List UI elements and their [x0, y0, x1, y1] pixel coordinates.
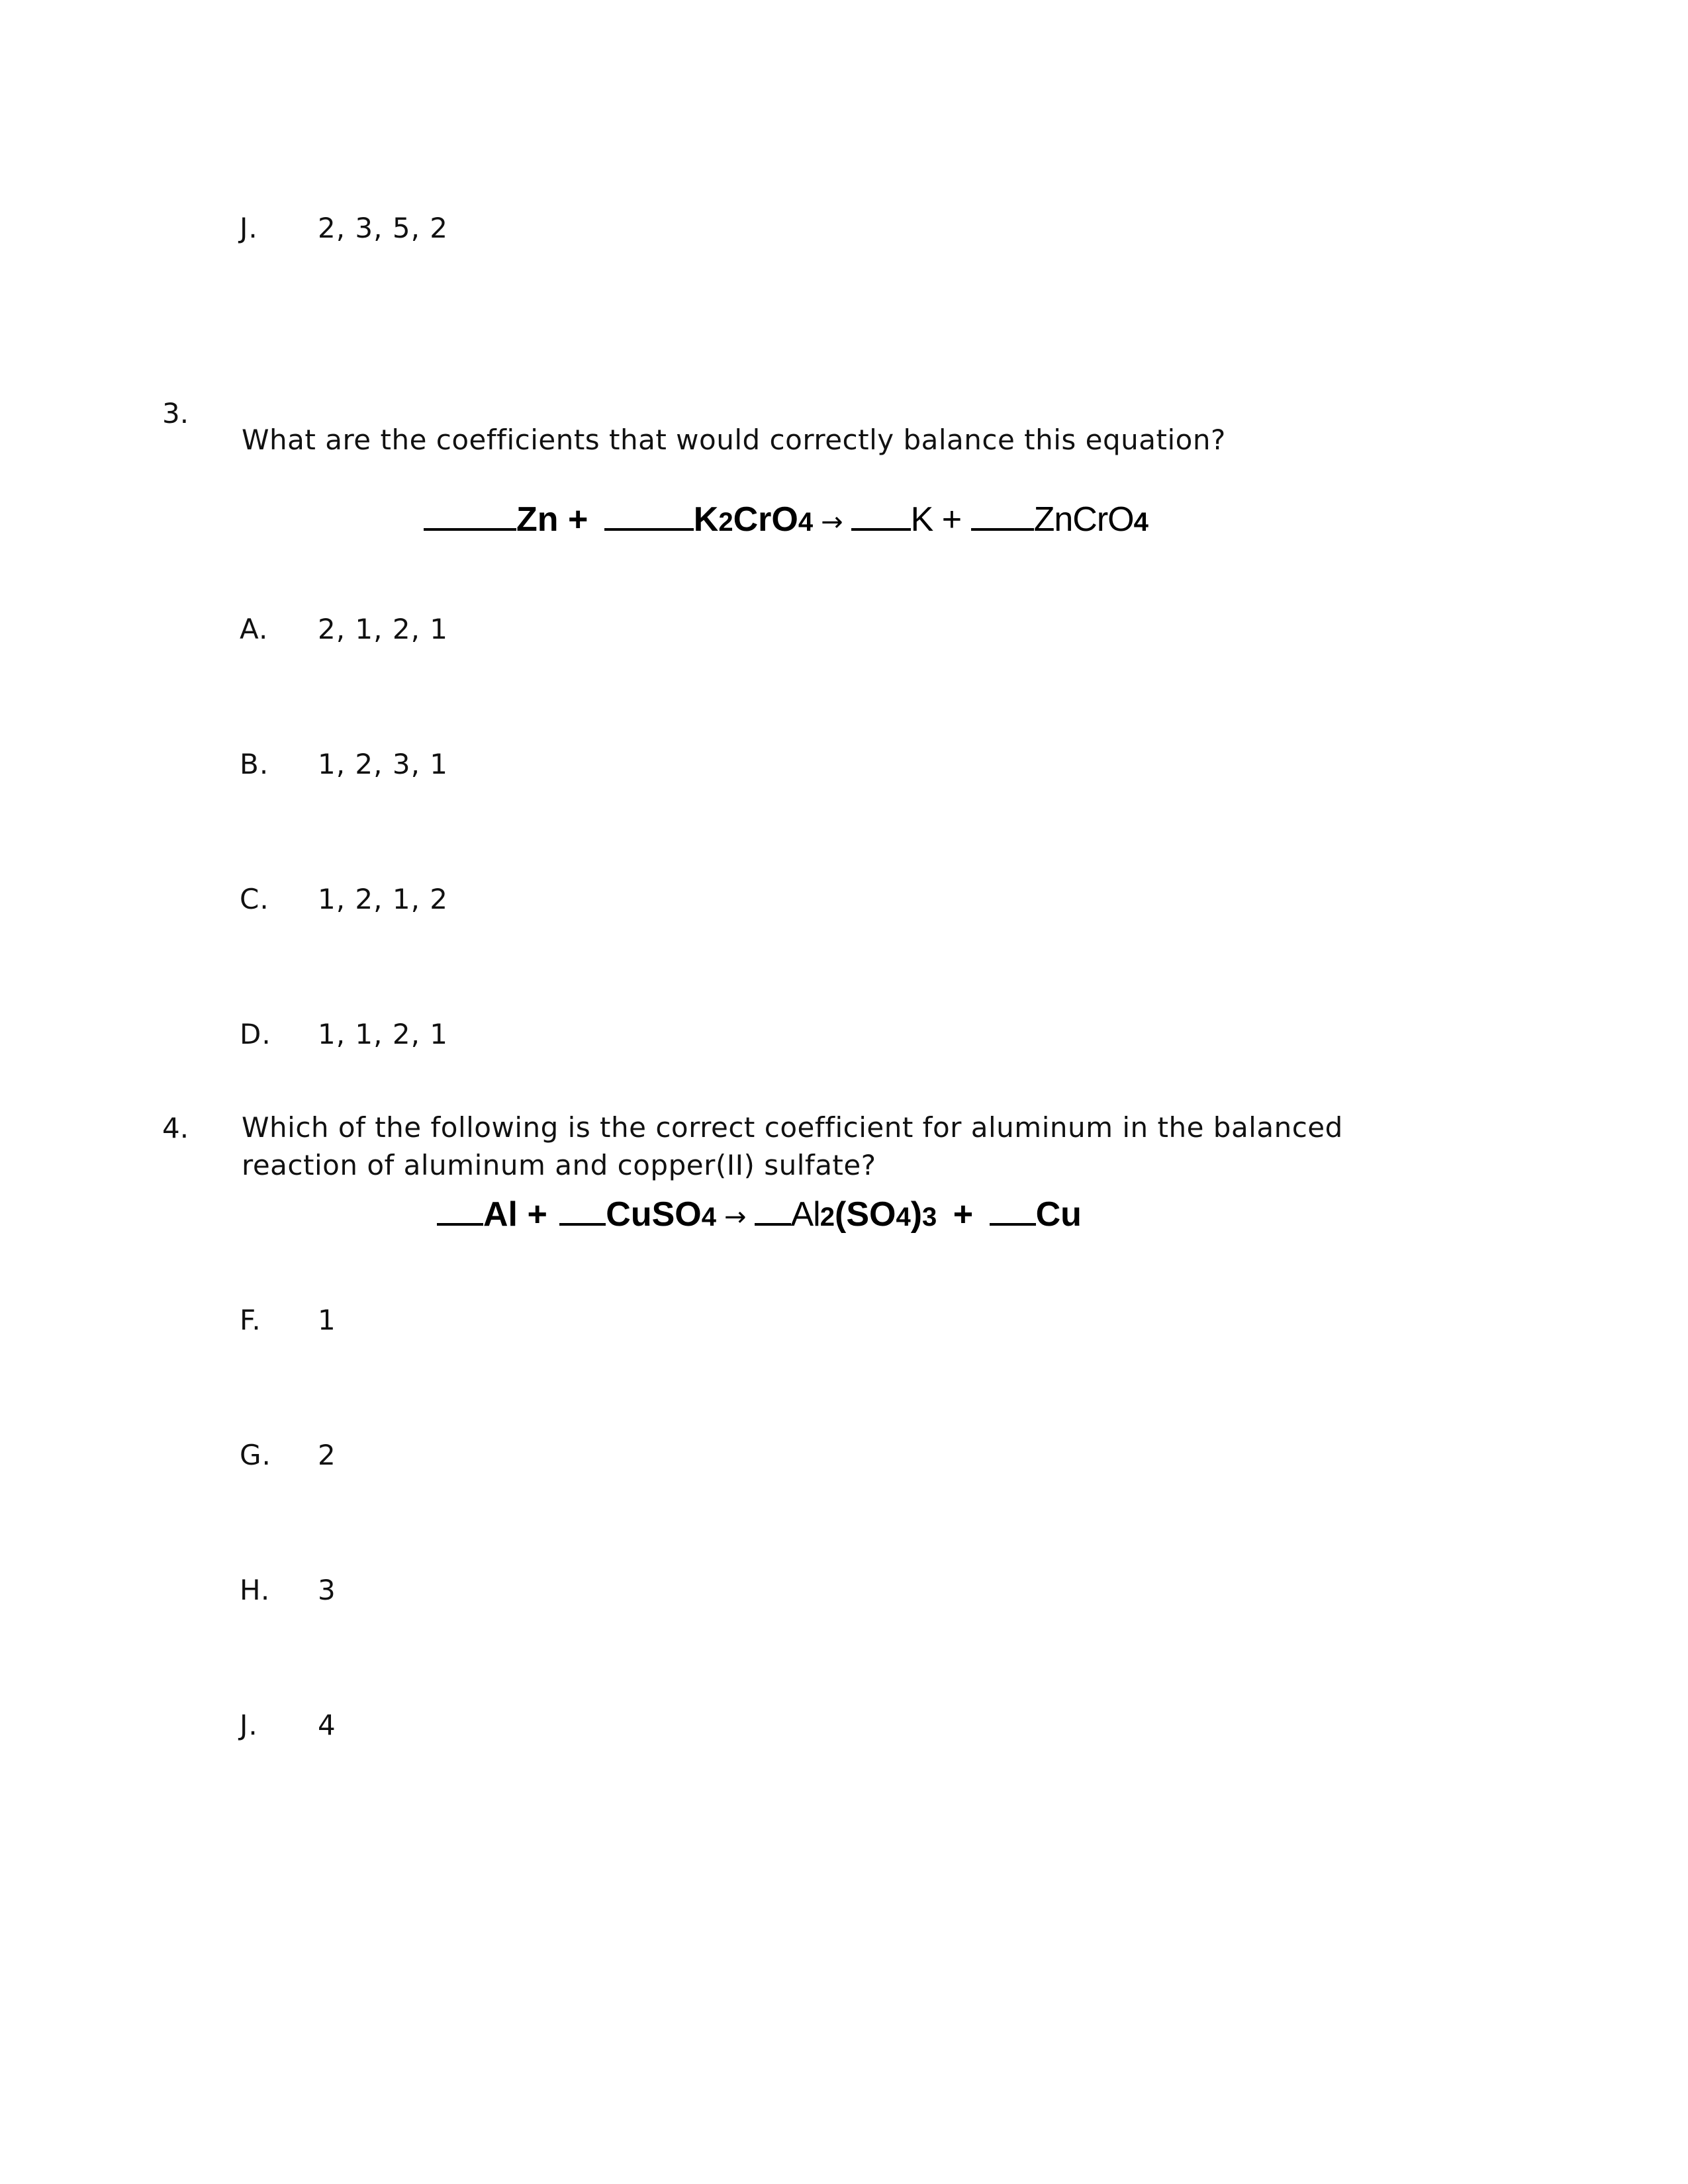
eq4-term3-paren-open: (SO — [835, 1195, 896, 1234]
question-4-prompt-line1: Which of the following is the correct coefficient for aluminum in the balanced — [242, 1111, 1343, 1144]
option-g-letter: G. — [240, 1439, 271, 1471]
eq4-term1: Al + — [483, 1195, 547, 1234]
option-g-value: 2 — [318, 1439, 336, 1471]
option-h-letter: H. — [240, 1574, 271, 1606]
option-h-value: 3 — [318, 1574, 336, 1606]
coefficient-blank — [424, 498, 516, 531]
eq4-term2-main: CuSO — [606, 1195, 702, 1234]
option-value-j-prev: 2, 3, 5, 2 — [318, 212, 448, 244]
option-b-value: 1, 2, 3, 1 — [318, 748, 448, 780]
coefficient-blank — [851, 498, 911, 531]
eq4-term3-sub3: 3 — [922, 1203, 937, 1232]
option-c-letter: C. — [240, 883, 269, 915]
option-a-letter: A. — [240, 613, 269, 645]
reaction-arrow-icon: → — [821, 507, 843, 537]
coefficient-blank — [437, 1193, 483, 1226]
coefficient-blank — [990, 1193, 1036, 1226]
reaction-arrow-icon: → — [724, 1202, 747, 1232]
eq3-term2-sub1: 2 — [718, 508, 733, 537]
option-j-value: 4 — [318, 1709, 336, 1741]
eq4-term4: Cu — [1035, 1195, 1082, 1234]
question-3-equation — [424, 498, 1149, 543]
question-4-equation — [437, 1193, 1082, 1238]
eq3-term4-sub: 4 — [1133, 508, 1149, 537]
eq3-term2-main: K — [693, 500, 719, 539]
option-f-value: 1 — [318, 1304, 336, 1336]
eq4-term3-main: Al — [790, 1195, 820, 1234]
question-4-number: 4. — [162, 1112, 189, 1144]
eq3-term2-sub2: 4 — [798, 508, 814, 537]
eq4-term3-sub2: 4 — [896, 1203, 911, 1232]
coefficient-blank — [559, 1193, 606, 1226]
option-a-value: 2, 1, 2, 1 — [318, 613, 448, 645]
eq4-plus: + — [953, 1195, 974, 1234]
coefficient-blank — [604, 498, 694, 531]
question-3-number: 3. — [162, 397, 189, 430]
question-3-prompt: What are the coefficients that would correctly balance this equation? — [242, 424, 1226, 456]
option-letter-j-prev: J. — [240, 212, 258, 244]
option-b-letter: B. — [240, 748, 269, 780]
coefficient-blank — [971, 498, 1034, 531]
eq4-term2-sub: 4 — [701, 1203, 716, 1232]
eq4-term3-paren-close: ) — [910, 1195, 923, 1234]
eq4-term3-sub: 2 — [820, 1203, 835, 1232]
option-j-letter: J. — [240, 1709, 258, 1741]
option-c-value: 1, 2, 1, 2 — [318, 883, 448, 915]
option-d-value: 1, 1, 2, 1 — [318, 1018, 448, 1050]
eq3-term4-main: ZnCrO — [1033, 500, 1134, 539]
coefficient-blank — [755, 1193, 791, 1226]
question-4-prompt-line2: reaction of aluminum and copper(II) sulfate? — [242, 1149, 876, 1181]
option-f-letter: F. — [240, 1304, 261, 1336]
eq3-term1: Zn + — [516, 500, 588, 539]
eq3-term2-rest: CrO — [733, 500, 798, 539]
option-d-letter: D. — [240, 1018, 271, 1050]
eq3-term3: K + — [910, 500, 962, 539]
